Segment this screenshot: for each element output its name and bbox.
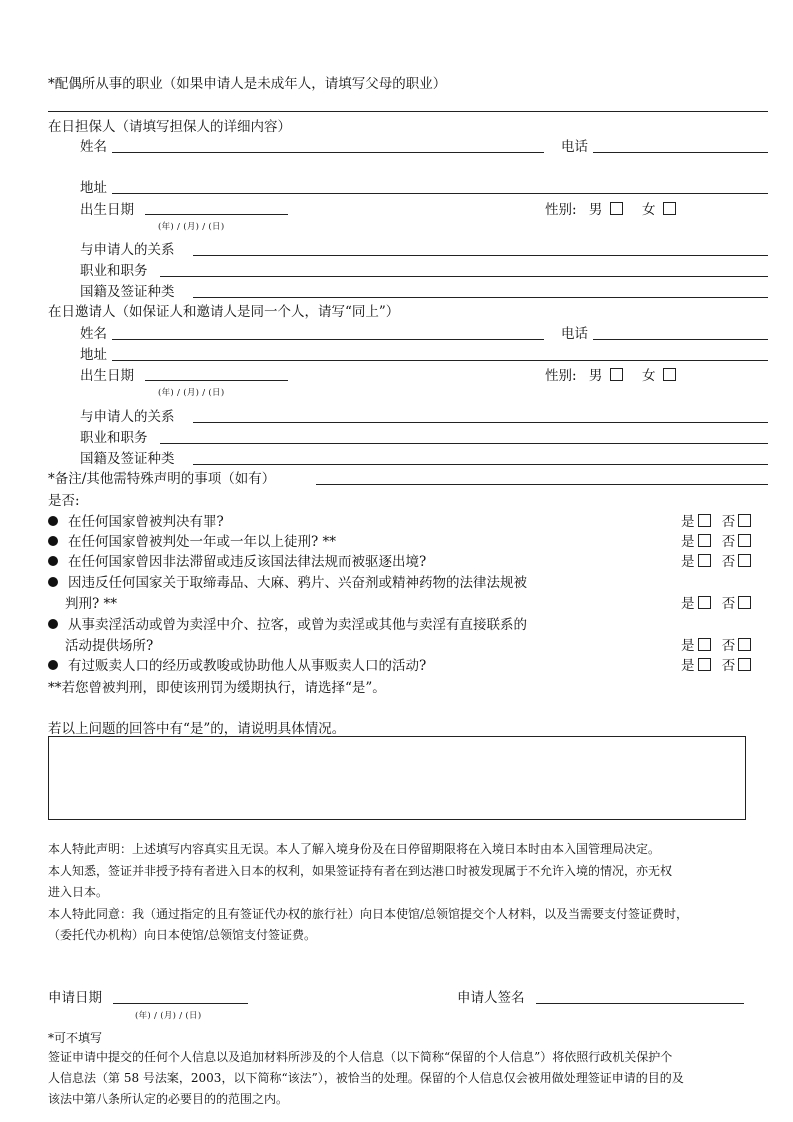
question-5: [48, 613, 527, 633]
applicant-signature-field[interactable]: [536, 1003, 744, 1004]
optional-note: *可不填写: [48, 1031, 103, 1045]
guarantor-name-field[interactable]: [112, 152, 544, 153]
application-date-label: 申请日期: [48, 990, 102, 1006]
guarantor-female-checkbox[interactable]: [663, 202, 676, 215]
question-2-answer: [681, 530, 754, 550]
inviter-name-label: 姓名: [80, 326, 107, 342]
privacy-line-2: 人信息法（第 58 号法案，2003，以下简称“该法”），被恰当的处理。保留的个人信息仅会被用做处理签证申请的目的及: [48, 1071, 684, 1085]
question-6-answer: [681, 654, 754, 674]
yes-label: 是: [681, 554, 695, 570]
inviter-dob-hint: (年) / (月) / (日): [158, 388, 225, 398]
remarks-label: *备注/其他需特殊声明的事项（如有）: [48, 471, 276, 487]
guarantor-heading: 在日担保人（请填写担保人的详细内容）: [48, 119, 291, 135]
q5-no-checkbox[interactable]: [738, 638, 751, 651]
q5-yes-checkbox[interactable]: [698, 638, 711, 651]
question-5-line2: 活动提供场所?: [65, 638, 154, 654]
declaration-p2b: 进入日本。: [48, 885, 109, 899]
bullet-icon: [48, 536, 58, 546]
q4-no-checkbox[interactable]: [738, 596, 751, 609]
guarantor-phone-label: 电话: [561, 139, 588, 155]
q2-no-checkbox[interactable]: [738, 534, 751, 547]
privacy-line-1: 签证申请中提交的任何个人信息以及追加材料所涉及的个人信息（以下简称“保留的个人信息”）将依照行政机关保护个: [48, 1050, 673, 1064]
gender-label: 性别:: [545, 202, 577, 218]
inviter-phone-field[interactable]: [593, 339, 768, 340]
male-label: 男: [588, 202, 603, 218]
declaration-p2a: 本人知悉，签证并非授予持有者进入日本的权利，如果签证持有者在到达港口时被发现属于不允许入境的情况，亦无权: [48, 864, 673, 878]
inviter-gender: [545, 364, 679, 384]
guarantor-dob-label: 出生日期: [80, 202, 134, 218]
yes-label: 是: [681, 596, 695, 612]
guarantor-phone-field[interactable]: [593, 152, 768, 153]
question-2: [48, 530, 336, 550]
inviter-heading: 在日邀请人（如保证人和邀请人是同一个人，请写“同上”）: [48, 304, 400, 320]
no-label: 否: [721, 638, 736, 654]
guarantor-occupation-field[interactable]: [160, 276, 768, 277]
spouse-occupation-field[interactable]: [48, 111, 768, 112]
guarantor-dob-field[interactable]: [145, 214, 288, 215]
question-3: [48, 550, 426, 570]
inviter-relation-label: 与申请人的关系: [80, 409, 175, 425]
inviter-dob-field[interactable]: [145, 380, 288, 381]
bullet-icon: [48, 516, 58, 526]
question-3-answer: [681, 550, 754, 570]
yes-label: 是: [681, 638, 695, 654]
bullet-icon: [48, 556, 58, 566]
q4-yes-checkbox[interactable]: [698, 596, 711, 609]
male-label: 男: [588, 368, 603, 384]
inviter-occupation-field[interactable]: [160, 443, 768, 444]
question-text: 从事卖淫活动或曾为卖淫中介、拉客，或曾为卖淫或其他与卖淫有直接联系的: [68, 617, 527, 633]
guarantor-nationality-label: 国籍及签证种类: [80, 284, 175, 300]
questions-intro: 是否:: [48, 493, 80, 509]
q3-yes-checkbox[interactable]: [698, 554, 711, 567]
spouse-occupation-label: *配偶所从事的职业（如果申请人是未成年人，请填写父母的职业）: [48, 76, 447, 92]
female-label: 女: [641, 202, 656, 218]
declaration-p3a: 本人特此同意：我（通过指定的且有签证代办权的旅行社）向日本使馆/总领馆提交个人材料，以及当需要支付签证费时，: [48, 907, 689, 921]
declaration-p3b: （委托代办机构）向日本使馆/总领馆支付签证费。: [48, 928, 317, 942]
explain-label: 若以上问题的回答中有“是”的，请说明具体情况。: [48, 721, 346, 737]
no-label: 否: [721, 596, 736, 612]
inviter-name-field[interactable]: [112, 339, 544, 340]
guarantor-name-label: 姓名: [80, 139, 107, 155]
q6-yes-checkbox[interactable]: [698, 658, 711, 671]
question-text: 有过贩卖人口的经历或教唆或协助他人从事贩卖人口的活动?: [68, 658, 427, 674]
questions-footnote: **若您曾被判刑，即使该刑罚为缓期执行，请选择“是”。: [48, 680, 386, 696]
bullet-icon: [48, 660, 58, 670]
q6-no-checkbox[interactable]: [738, 658, 751, 671]
question-1: [48, 510, 224, 530]
application-date-field[interactable]: [113, 1003, 248, 1004]
question-text: 在任何国家曾被判决有罪?: [68, 514, 224, 530]
bullet-icon: [48, 577, 58, 587]
inviter-male-checkbox[interactable]: [610, 368, 623, 381]
question-5-answer: [681, 634, 754, 654]
explain-textbox[interactable]: [48, 736, 746, 820]
guarantor-dob-hint: (年) / (月) / (日): [158, 222, 225, 232]
female-label: 女: [641, 368, 656, 384]
inviter-occupation-label: 职业和职务: [80, 430, 148, 446]
guarantor-male-checkbox[interactable]: [610, 202, 623, 215]
guarantor-address-label: 地址: [80, 180, 107, 196]
question-4-line2: 判刑? **: [65, 596, 118, 612]
yes-label: 是: [681, 658, 695, 674]
guarantor-nationality-field[interactable]: [193, 297, 768, 298]
q1-no-checkbox[interactable]: [738, 514, 751, 527]
inviter-nationality-label: 国籍及签证种类: [80, 451, 175, 467]
guarantor-relation-label: 与申请人的关系: [80, 242, 175, 258]
yes-label: 是: [681, 534, 695, 550]
no-label: 否: [721, 534, 736, 550]
guarantor-address-field[interactable]: [112, 193, 768, 194]
question-4: [48, 571, 527, 591]
inviter-address-field[interactable]: [112, 360, 768, 361]
bullet-icon: [48, 619, 58, 629]
question-4-answer: [681, 592, 754, 612]
q2-yes-checkbox[interactable]: [698, 534, 711, 547]
application-date-hint: (年) / (月) / (日): [135, 1011, 202, 1021]
no-label: 否: [721, 514, 736, 530]
yes-label: 是: [681, 514, 695, 530]
question-1-answer: [681, 510, 754, 530]
gender-label: 性别:: [545, 368, 577, 384]
inviter-phone-label: 电话: [561, 326, 588, 342]
question-text: 在任何国家曾被判处一年或一年以上徒刑? **: [68, 534, 337, 550]
inviter-relation-field[interactable]: [193, 422, 768, 423]
inviter-dob-label: 出生日期: [80, 368, 134, 384]
privacy-line-3: 该法中第八条所认定的必要目的的范围之内。: [48, 1092, 289, 1106]
question-6: [48, 654, 426, 674]
guarantor-gender: [545, 198, 679, 218]
inviter-nationality-field[interactable]: [193, 464, 768, 465]
q3-no-checkbox[interactable]: [738, 554, 751, 567]
inviter-female-checkbox[interactable]: [663, 368, 676, 381]
declaration-p1: 本人特此声明：上述填写内容真实且无误。本人了解入境身份及在日停留期限将在入境日本时由本入国管理局决定。: [48, 842, 661, 856]
question-text: 在任何国家曾因非法滞留或违反该国法律法规而被驱逐出境?: [68, 554, 427, 570]
guarantor-relation-field[interactable]: [193, 255, 768, 256]
applicant-signature-label: 申请人签名: [457, 990, 525, 1006]
q1-yes-checkbox[interactable]: [698, 514, 711, 527]
guarantor-occupation-label: 职业和职务: [80, 263, 148, 279]
no-label: 否: [721, 554, 736, 570]
inviter-address-label: 地址: [80, 347, 107, 363]
remarks-field[interactable]: [316, 484, 768, 485]
no-label: 否: [721, 658, 736, 674]
question-text: 因违反任何国家关于取缔毒品、大麻、鸦片、兴奋剂或精神药物的法律法规被: [68, 575, 527, 591]
